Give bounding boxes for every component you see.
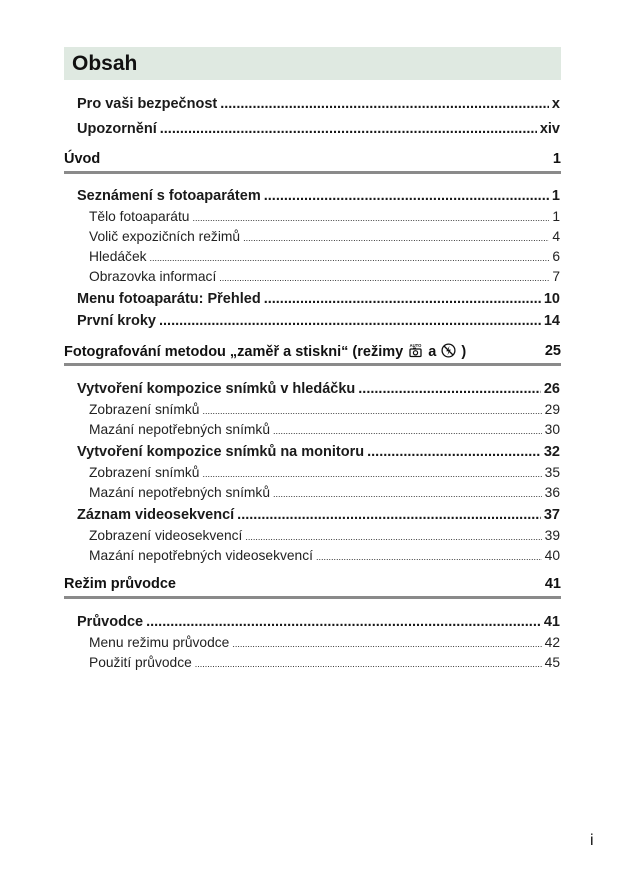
entry-title: Zobrazení snímků — [89, 402, 200, 417]
dot-leader — [160, 121, 537, 137]
toc-subentry[interactable] — [89, 402, 560, 417]
dot-leader — [316, 552, 542, 562]
dot-leader — [219, 273, 549, 283]
chapter-heading-guide-mode[interactable] — [64, 572, 561, 599]
entry-page: 29 — [544, 402, 560, 417]
toc-entry-safety[interactable] — [77, 96, 560, 112]
entry-page: 1 — [552, 209, 560, 224]
chapter-title-prefix: Fotografování metodou „zaměř a stiskni“ (režimy — [64, 343, 404, 360]
toc-entry[interactable] — [77, 614, 560, 630]
dot-leader — [232, 639, 541, 649]
toc-subentry[interactable] — [89, 635, 560, 650]
toc-entry[interactable] — [77, 507, 560, 523]
dot-leader — [273, 426, 542, 436]
entry-title: Průvodce — [77, 614, 144, 630]
entry-page: 10 — [543, 291, 560, 307]
entry-page: xiv — [539, 121, 560, 137]
chapter-title-and: a — [428, 343, 437, 360]
entry-page: 26 — [543, 381, 560, 397]
flash-off-icon — [441, 343, 456, 358]
entry-title: Záznam videosekvencí — [77, 507, 235, 523]
entry-title: Tělo fotoaparátu — [89, 209, 190, 224]
chapter-page: 41 — [544, 576, 561, 592]
dot-leader — [264, 291, 541, 307]
dot-leader — [220, 96, 549, 112]
entry-title: Zobrazení videosekvencí — [89, 528, 243, 543]
toc-subentry[interactable] — [89, 655, 560, 670]
entry-title: První kroky — [77, 313, 156, 329]
toc-subentry[interactable] — [89, 249, 560, 264]
toc-subentry[interactable] — [89, 422, 560, 437]
dot-leader — [358, 381, 541, 397]
chapter-title: Úvod — [64, 151, 101, 167]
entry-title: Mazání nepotřebných videosekvencí — [89, 548, 313, 563]
chapter-heading-point-and-shoot[interactable] — [64, 339, 561, 366]
toc-subentry[interactable] — [89, 485, 560, 500]
entry-title: Použití průvodce — [89, 655, 192, 670]
dot-leader — [245, 532, 541, 542]
entry-page: 7 — [552, 269, 560, 284]
entry-title: Mazání nepotřebných snímků — [89, 485, 270, 500]
entry-page: 4 — [552, 229, 560, 244]
entry-page: 6 — [552, 249, 560, 264]
dot-leader — [202, 469, 541, 479]
chapter-title: Režim průvodce — [64, 576, 176, 592]
entry-page: 39 — [544, 528, 560, 543]
toc-entry-notices[interactable] — [77, 121, 560, 137]
entry-title: Menu režimu průvodce — [89, 635, 230, 650]
toc-subentry[interactable] — [89, 209, 560, 224]
entry-page: 40 — [544, 548, 560, 563]
entry-title: Seznámení s fotoaparátem — [77, 188, 261, 204]
chapter-heading-intro[interactable] — [64, 147, 561, 174]
toc-subentry[interactable] — [89, 269, 560, 284]
toc-subentry[interactable] — [89, 548, 560, 563]
toc-title: Obsah — [64, 47, 561, 80]
entry-page: 1 — [551, 188, 560, 204]
dot-leader — [264, 188, 549, 204]
entry-page: 45 — [544, 655, 560, 670]
dot-leader — [273, 489, 542, 499]
toc-entry[interactable] — [77, 313, 560, 329]
entry-page: 36 — [544, 485, 560, 500]
toc-entry[interactable] — [77, 188, 560, 204]
entry-page: 14 — [543, 313, 560, 329]
chapter-page: 25 — [544, 343, 561, 359]
chapter-page: 1 — [552, 151, 561, 167]
chapter-title-suffix: ) — [461, 343, 467, 360]
entry-page: 37 — [543, 507, 560, 523]
dot-leader — [243, 233, 549, 243]
toc-entry[interactable] — [77, 444, 560, 460]
entry-title: Hledáček — [89, 249, 147, 264]
entry-page: 30 — [544, 422, 560, 437]
entry-title: Mazání nepotřebných snímků — [89, 422, 270, 437]
entry-page: x — [551, 96, 560, 112]
dot-leader — [202, 406, 541, 416]
dot-leader — [192, 213, 549, 223]
chapter-title — [64, 343, 466, 360]
toc-subentry[interactable] — [89, 229, 560, 244]
toc-subentry[interactable] — [89, 465, 560, 480]
entry-title: Upozornění — [77, 121, 157, 137]
entry-title: Vytvoření kompozice snímků na monitoru — [77, 444, 365, 460]
dot-leader — [146, 614, 541, 630]
entry-title: Pro vaši bezpečnost — [77, 96, 218, 112]
auto-icon-label: AUTO — [409, 342, 422, 348]
entry-page: 41 — [543, 614, 560, 630]
entry-title: Obrazovka informací — [89, 269, 217, 284]
entry-page: 32 — [543, 444, 560, 460]
dot-leader — [237, 507, 541, 523]
dot-leader — [367, 444, 541, 460]
dot-leader — [150, 253, 550, 263]
page-number: i — [590, 832, 594, 849]
entry-page: 35 — [544, 465, 560, 480]
entry-title: Zobrazení snímků — [89, 465, 200, 480]
auto-mode-icon — [408, 343, 423, 357]
entry-page: 42 — [544, 635, 560, 650]
dot-leader — [159, 313, 541, 329]
toc-entry[interactable] — [77, 291, 560, 307]
toc-entry[interactable] — [77, 381, 560, 397]
entry-title: Volič expozičních režimů — [89, 229, 241, 244]
toc-subentry[interactable] — [89, 528, 560, 543]
dot-leader — [195, 659, 542, 669]
entry-title: Vytvoření kompozice snímků v hledáčku — [77, 381, 356, 397]
entry-title: Menu fotoaparátu: Přehled — [77, 291, 261, 307]
